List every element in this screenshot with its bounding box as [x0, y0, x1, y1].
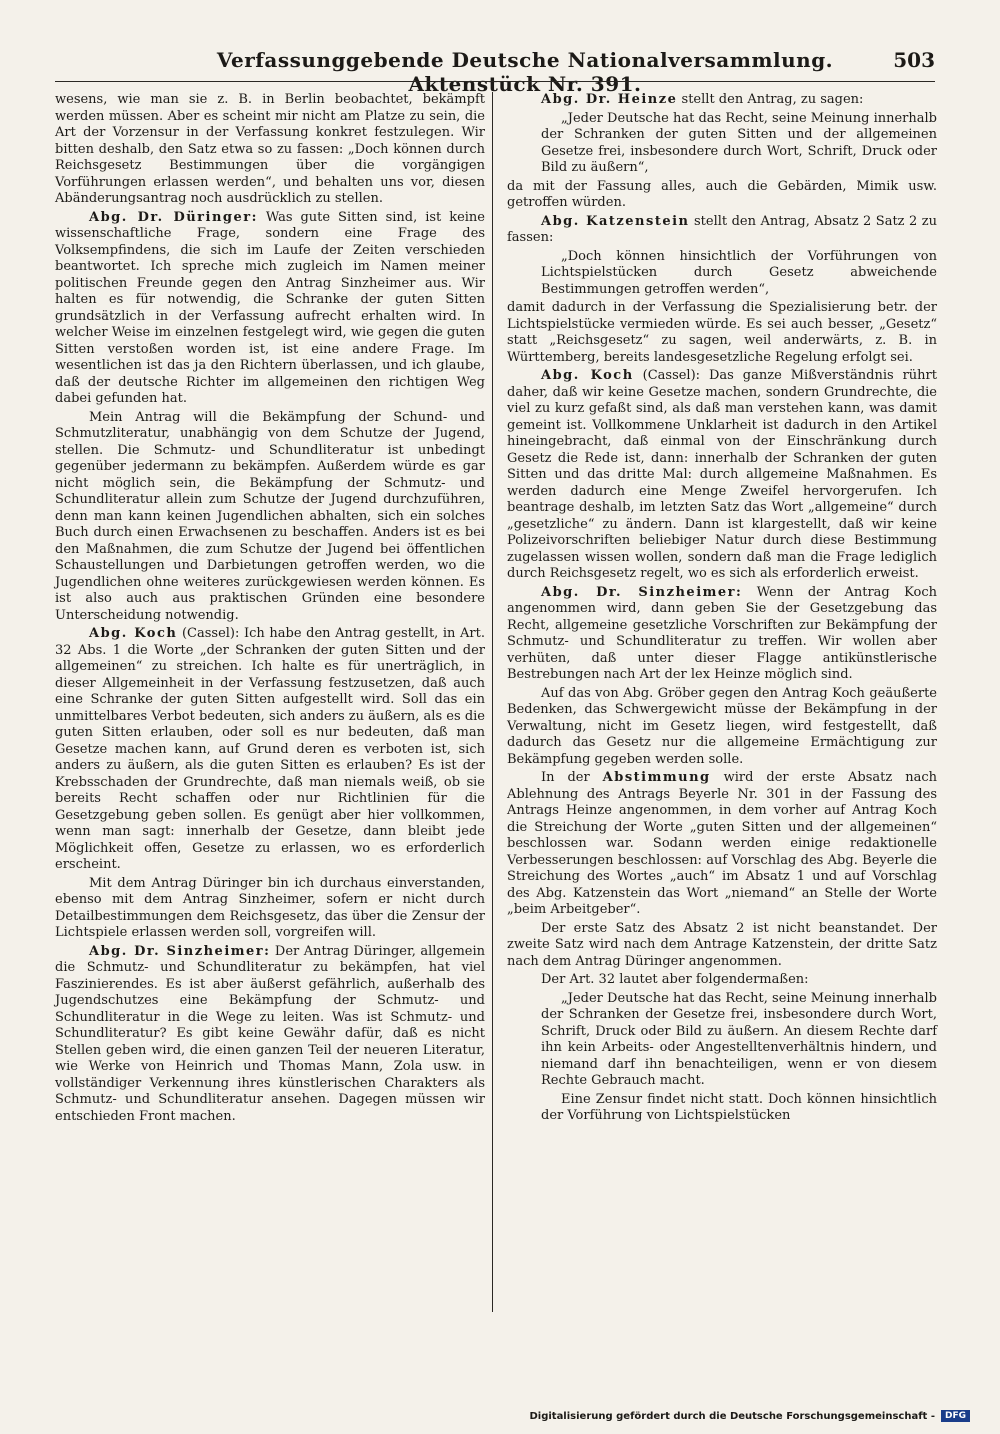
speech-text: stellt den Antrag, zu sagen:	[677, 92, 864, 107]
header-rule	[55, 81, 935, 82]
speech-text: wird der erste Absatz nach Ablehnung des Antrags Beyerle Nr. 301 in der Fassung des Antrags Heinze angenommen, in dem vorher auf Antrag Koch die Streichung der Worte „guten Sitten und der allgemeinen“ beschlossen war. Sodann werden einige redaktionelle Verbesserungen beschlossen: auf Vorschlag des Abg. Beyerle die Streichung des Wortes „auch“ im Absatz 1 und auf Vorschlag des Abg. Katzenstein das Wort „niemand“ an Stelle der Worte „beim Arbeitgeber“.	[507, 770, 937, 917]
speech-text: Wenn der Antrag Koch angenommen wird, dann geben Sie der Gesetzgebung das Recht, allgemeine gesetzliche Vorschriften zur Bekämpfung der Schmutz- und Schundliteratur zu treffen. Wir wollen aber verhüten, daß unter dieser Flagge antikünstlerische Bestrebungen nach Art der lex Heinze möglich sind.	[507, 584, 937, 682]
speech-text: (Cassel): Das ganze Mißverständnis rührt daher, daß wir keine Gesetze machen, sondern Grundrechte, die viel zu kurz gefaßt sind, als daß man verstehen kann, was damit gemeint ist. Vollkommene Unklarheit ist dadurch in den Artikel hineingebracht, daß einmal von der Einschränkung durch Gesetz die Rede ist, dann: innerhalb der Schranken der guten Sitten und das dritte Mal: durch allgemeine Maßnahmen. Es werden dadurch eine Menge Zweifel hervorgerufen. Ich beantrage deshalb, im letzten Satz das Wort „allgemeine“ durch „gesetzliche“ zu ändern. Dann ist klargestellt, daß wir keine Polizeivorschriften beliebiger Natur durch diese Bestimmung zugelassen wissen wollen, sondern daß man die Frage lediglich durch Reichsgesetz regelt, wo es sich als erforderlich erweist.	[507, 368, 937, 581]
page-number: 503	[893, 48, 935, 72]
dfg-logo: DFG	[941, 1410, 970, 1422]
paragraph	[507, 92, 937, 109]
paragraph	[507, 214, 937, 247]
speaker-name: Abg. Dr. Sinzheimer:	[89, 943, 271, 959]
paragraph: Mit dem Antrag Düringer bin ich durchaus einverstanden, ebenso mit dem Antrag Sinzheimer, sofern er nicht durch Detailbestimmungen dem Reichsgesetz, das über die Zensur der Lichtspiele erlassen werden soll, vorgreifen will.	[55, 875, 485, 940]
paragraph	[507, 585, 937, 684]
paragraph: da mit der Fassung alles, auch die Gebärden, Mimik usw. getroffen würden.	[507, 178, 937, 210]
speaker-name: Abg. Dr. Düringer:	[89, 209, 258, 225]
quotation: Eine Zensur findet nicht statt. Doch können hinsichtlich der Vorführung von Lichtspielstücken	[541, 1091, 937, 1123]
speech-text: Was gute Sitten sind, ist keine wissenschaftliche Frage, sondern eine Frage des Volksempfindens, die sich im Laufe der Zeiten verschieden beantwortet. Ich spreche mich zugleich im Namen meiner politischen Freunde gegen den Antrag Sinzheimer aus. Wir halten es für notwendig, die Schranke der guten Sitten grundsätzlich in der Verfassung aufrecht erhalten wird. In welcher Weise im einzelnen festgelegt wird, wie gegen die guten Sitten verstoßen worden ist, ist eine andere Frage. Im wesentlichen ist das ja den Richtern überlassen, und ich glaube, daß der deutsche Richter im allgemeinen den richtigen Weg dabei gefunden hat.	[55, 209, 485, 406]
paragraph: Mein Antrag will die Bekämpfung der Schund- und Schmutzliteratur, unabhängig von dem Schutze der Jugend, stellen. Die Schmutz- und Schundliteratur ist unbedingt gegenüber jedermann zu bekämpfen. Außerdem würde es gar nicht möglich sein, die Bekämpfung der Schmutz- und Schundliteratur allein zum Schutze der Jugend durchzuführen, denn man kann keinen Jugendlichen abhalten, sich ein solches Buch durch einen Erwachsenen zu beschaffen. Anders ist es bei den Maßnahmen, die zum Schutze der Jugend bei öffentlichen Schaustellungen und Darbietungen getroffen werden, wo die Jugendlichen ohne weiteres zurückgewiesen werden können. Es ist also auch aus praktischen Gründen eine besondere Unterscheidung notwendig.	[55, 409, 485, 623]
footer-text: Digitalisierung gefördert durch die Deutsche Forschungsgemeinschaft -	[529, 1410, 935, 1422]
paragraph: Der erste Satz des Absatz 2 ist nicht beanstandet. Der zweite Satz wird nach dem Antrage Katzenstein, der dritte Satz nach dem Antrag Düringer angenommen.	[507, 920, 937, 969]
right-column	[507, 92, 937, 1127]
left-column	[55, 92, 485, 1127]
page-header	[55, 48, 935, 96]
quotation: „Jeder Deutsche hat das Recht, seine Meinung innerhalb der Schranken der guten Sitten und der allgemeinen Gesetze frei, insbesondere durch Wort, Schrift, Druck oder Bild zu äußern“,	[541, 110, 937, 175]
speech-text: stellt den Antrag, Absatz 2 Satz 2 zu fassen:	[507, 213, 937, 245]
paragraph: damit dadurch in der Verfassung die Spezialisierung betr. der Lichtspielstücke vermieden würde. Es sei auch besser, „Gesetz“ statt „Reichsgesetz“ zu sagen, weil anderwärts, z. B. in Württemberg, bereits landesgesetzliche Regelung erfolgt sei.	[507, 300, 937, 365]
speech-text: (Cassel): Ich habe den Antrag gestellt, in Art. 32 Abs. 1 die Worte „der Schranken der guten Sitten und der allgemeinen“ zu streichen. Ich halte es für unerträglich, in dieser Allgemeinheit in der Verfassung festzusetzen, daß auch eine Schranke der guten Sitten aufgestellt wird. Soll das ein unmittelbares Verbot bedeuten, sich anders zu äußern, als es die guten Sitten erlauben, oder soll es nur bedeuten, daß man Gesetze machen kann, auf Grund deren es verboten ist, sich anders zu äußern, als die guten Sitten es erlauben? Es ist der Krebsschaden der Grundrechte, daß man niemals weiß, ob sie bereits Recht schaffen oder nur Richtlinien für die Gesetzgebung geben sollen. Es genügt aber hier vollkommen, wenn man sagt: innerhalb der Gesetze, dann bleibt jede Möglichkeit offen, Gesetze zu erlassen, wo es erforderlich erscheint.	[55, 626, 486, 872]
speaker-name: Abg. Koch	[89, 626, 178, 641]
paragraph: wesens, wie man sie z. B. in Berlin beobachtet, bekämpft werden müssen. Aber es scheint mir nicht am Platze zu sein, die Art der Vorzensur in der Verfassung konkret festzulegen. Wir bitten deshalb, den Satz etwa so zu fassen: „Doch können durch Reichsgesetz Bestimmungen über die vorgängigen Vorführungen erlassen werden“, und behalten uns vor, diesen Abänderungsantrag noch ausdrücklich zu stellen.	[55, 92, 485, 206]
paragraph: Der Art. 32 lautet aber folgendermaßen:	[541, 972, 809, 987]
paragraph	[55, 210, 485, 408]
paragraph	[507, 368, 937, 583]
speaker-name: Abg. Koch	[541, 368, 634, 383]
column-divider	[492, 92, 493, 1312]
speaker-name: Abg. Dr. Sinzheimer:	[541, 584, 743, 600]
paragraph: Auf das von Abg. Gröber gegen den Antrag Koch geäußerte Bedenken, das Schwergewicht müsse der Bekämpfung in der Verwaltung, nicht im Gesetz liegen, wird festgestellt, daß dadurch das Gesetz nur die allgemeine Ermächtigung zur Bekämpfung gegeben werden solle.	[507, 685, 937, 767]
speaker-name: Abg. Katzenstein	[541, 213, 690, 229]
paragraph	[507, 770, 937, 919]
paragraph	[55, 944, 485, 1126]
running-title: Verfassunggebende Deutsche Nationalversammlung. Aktenstück Nr. 391.	[216, 48, 834, 96]
quotation: „Doch können hinsichtlich der Vorführungen von Lichtspielstücken durch Gesetz abweichende Bestimmungen getroffen werden“,	[541, 248, 937, 297]
speaker-name: Abg. Dr. Heinze	[541, 92, 678, 107]
quotation: „Jeder Deutsche hat das Recht, seine Meinung innerhalb der Schranken der Gesetze frei, insbesondere durch Wort, Schrift, Druck oder Bild zu äußern. An diesem Rechte darf ihn kein Arbeits- oder Angestelltenverhältnis hindern, und niemand darf ihn benachteiligen, wenn er von diesem Rechte Gebrauch macht.	[541, 990, 937, 1088]
speech-text: Der Antrag Düringer, allgemein die Schmutz- und Schundliteratur zu bekämpfen, hat viel Faszinierendes. Es ist aber äußerst gefährlich, außerhalb des Jugendschutzes eine Bekämpfung der Schmutz- und Schundliteratur in die Wege zu leiten. Was ist Schmutz- und Schundliteratur? Es gibt keine Gewähr dafür, daß es nicht Stellen geben wird, die einen ganzen Teil der neueren Literatur, wie Werke von Heinrich und Thomas Mann, Zola usw. in vollständiger Verkennung ihres künstlerischen Charakters als Schmutz- und Schundliteratur ansehen. Dagegen müssen wir entschieden Front machen.	[55, 943, 485, 1124]
paragraph	[55, 626, 485, 874]
digitization-credit	[529, 1410, 970, 1422]
speech-text: In der	[541, 770, 603, 785]
vote-label: Abstimmung	[602, 770, 711, 785]
